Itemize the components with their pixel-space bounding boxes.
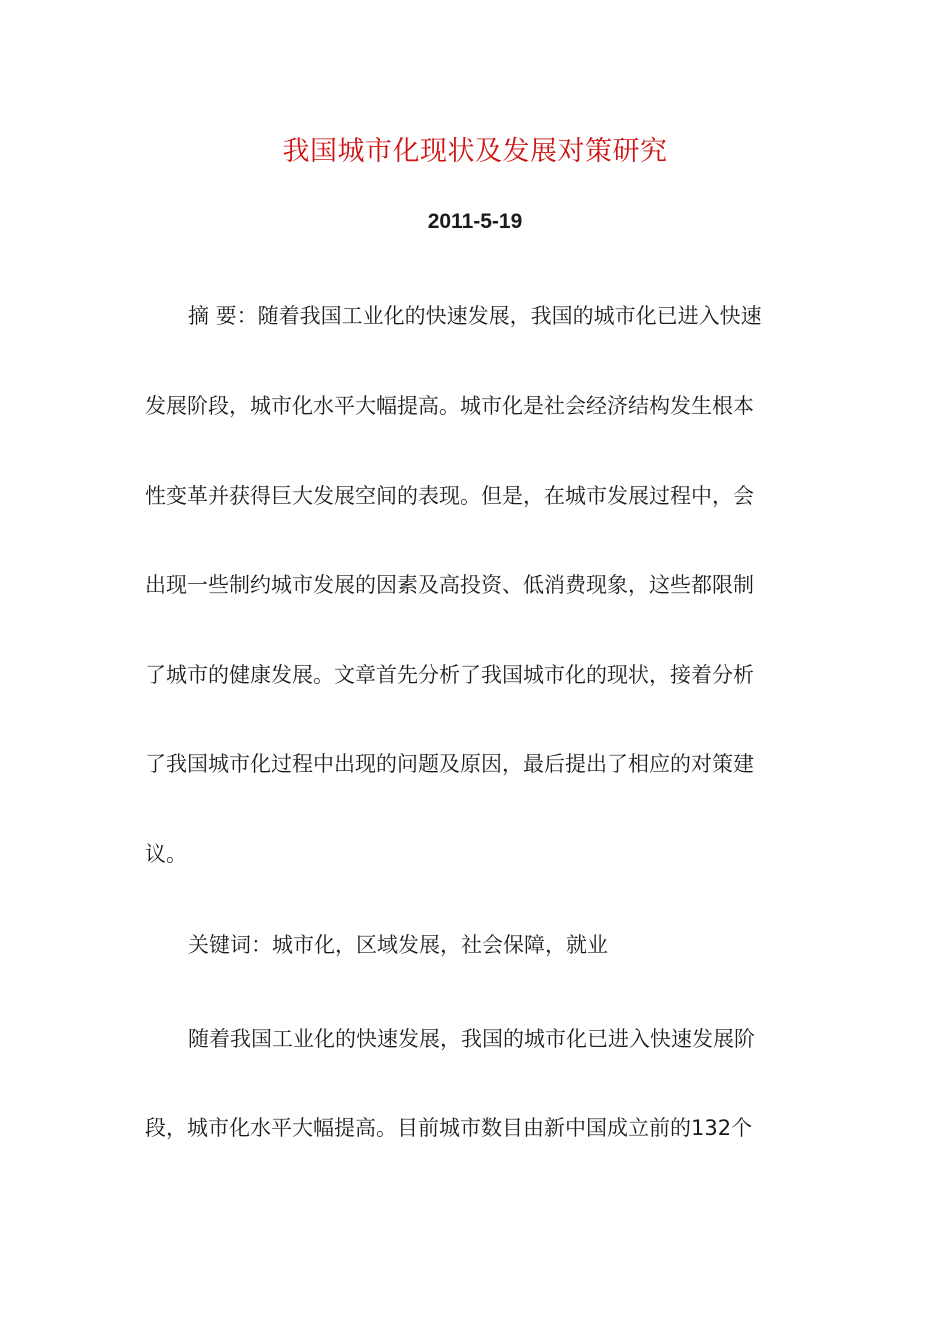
abstract-line: 出现一些制约城市发展的因素及高投资、低消费现象，这些都限制 (145, 573, 754, 597)
abstract-line: 性变革并获得巨大发展空间的表现。但是，在城市发展过程中，会 (145, 484, 754, 508)
body-line: 段，城市化水平大幅提高。目前城市数目由新中国成立前的132个 (145, 1116, 753, 1140)
abstract-line: 摘 要：随着我国工业化的快速发展，我国的城市化已进入快速 (188, 304, 762, 328)
document-title: 我国城市化现状及发展对策研究 (282, 136, 668, 167)
document-date: 2011-5-19 (427, 210, 523, 233)
abstract-line: 议。 (145, 842, 187, 866)
abstract-line: 了城市的健康发展。文章首先分析了我国城市化的现状，接着分析 (145, 663, 754, 687)
keywords-line: 关键词：城市化，区域发展，社会保障，就业 (188, 933, 608, 957)
body-line: 随着我国工业化的快速发展，我国的城市化已进入快速发展阶 (188, 1027, 755, 1051)
abstract-line: 了我国城市化过程中出现的问题及原因，最后提出了相应的对策建 (145, 752, 754, 776)
abstract-line: 发展阶段，城市化水平大幅提高。城市化是社会经济结构发生根本 (145, 394, 754, 418)
